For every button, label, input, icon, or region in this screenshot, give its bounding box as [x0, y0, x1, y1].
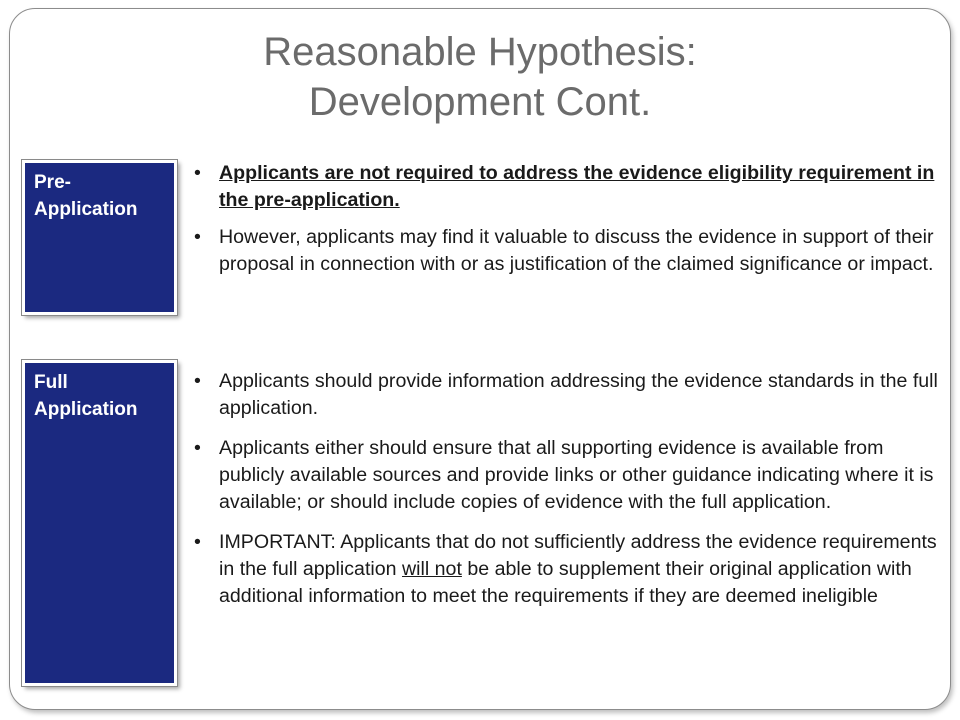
- bullet-text-part: IMPORTANT: Applicants that do not sufficiently address the evidence requirements in the full application: [219, 531, 937, 580]
- full-application-bullets: [194, 368, 942, 610]
- slide-title: [0, 27, 960, 127]
- bullet-text: Applicants either should ensure that all supporting evidence is available from publicly available sources and provide links or other guidance indicating where it is available; or should include copies of evidence with the full application.: [219, 437, 934, 513]
- bullet-text: However, applicants may find it valuable to discuss the evidence in support of their proposal in connection with or as justification of the claimed significance or impact.: [219, 226, 934, 275]
- bullet-item: [194, 435, 942, 516]
- title-line-1: Reasonable Hypothesis:: [263, 30, 697, 74]
- bullet-text: Applicants are not required to address the evidence eligibility requirement in the pre-application.: [219, 162, 935, 211]
- full-application-label: Full Application: [22, 360, 177, 686]
- title-line-2: Development Cont.: [308, 80, 652, 124]
- pre-application-label: Pre-Application: [22, 160, 177, 315]
- bullet-item: [194, 224, 942, 278]
- bullet-item: [194, 160, 942, 214]
- emphasis-will-not: will not: [402, 558, 462, 580]
- bullet-item: [194, 529, 942, 610]
- bullet-item: [194, 368, 942, 422]
- bullet-text: Applicants should provide information addressing the evidence standards in the full application.: [219, 370, 938, 419]
- pre-application-bullets: [194, 160, 942, 278]
- bullet-text-part: be able to supplement their original application with additional information to meet the requirements if they are deemed ineligible: [219, 558, 912, 607]
